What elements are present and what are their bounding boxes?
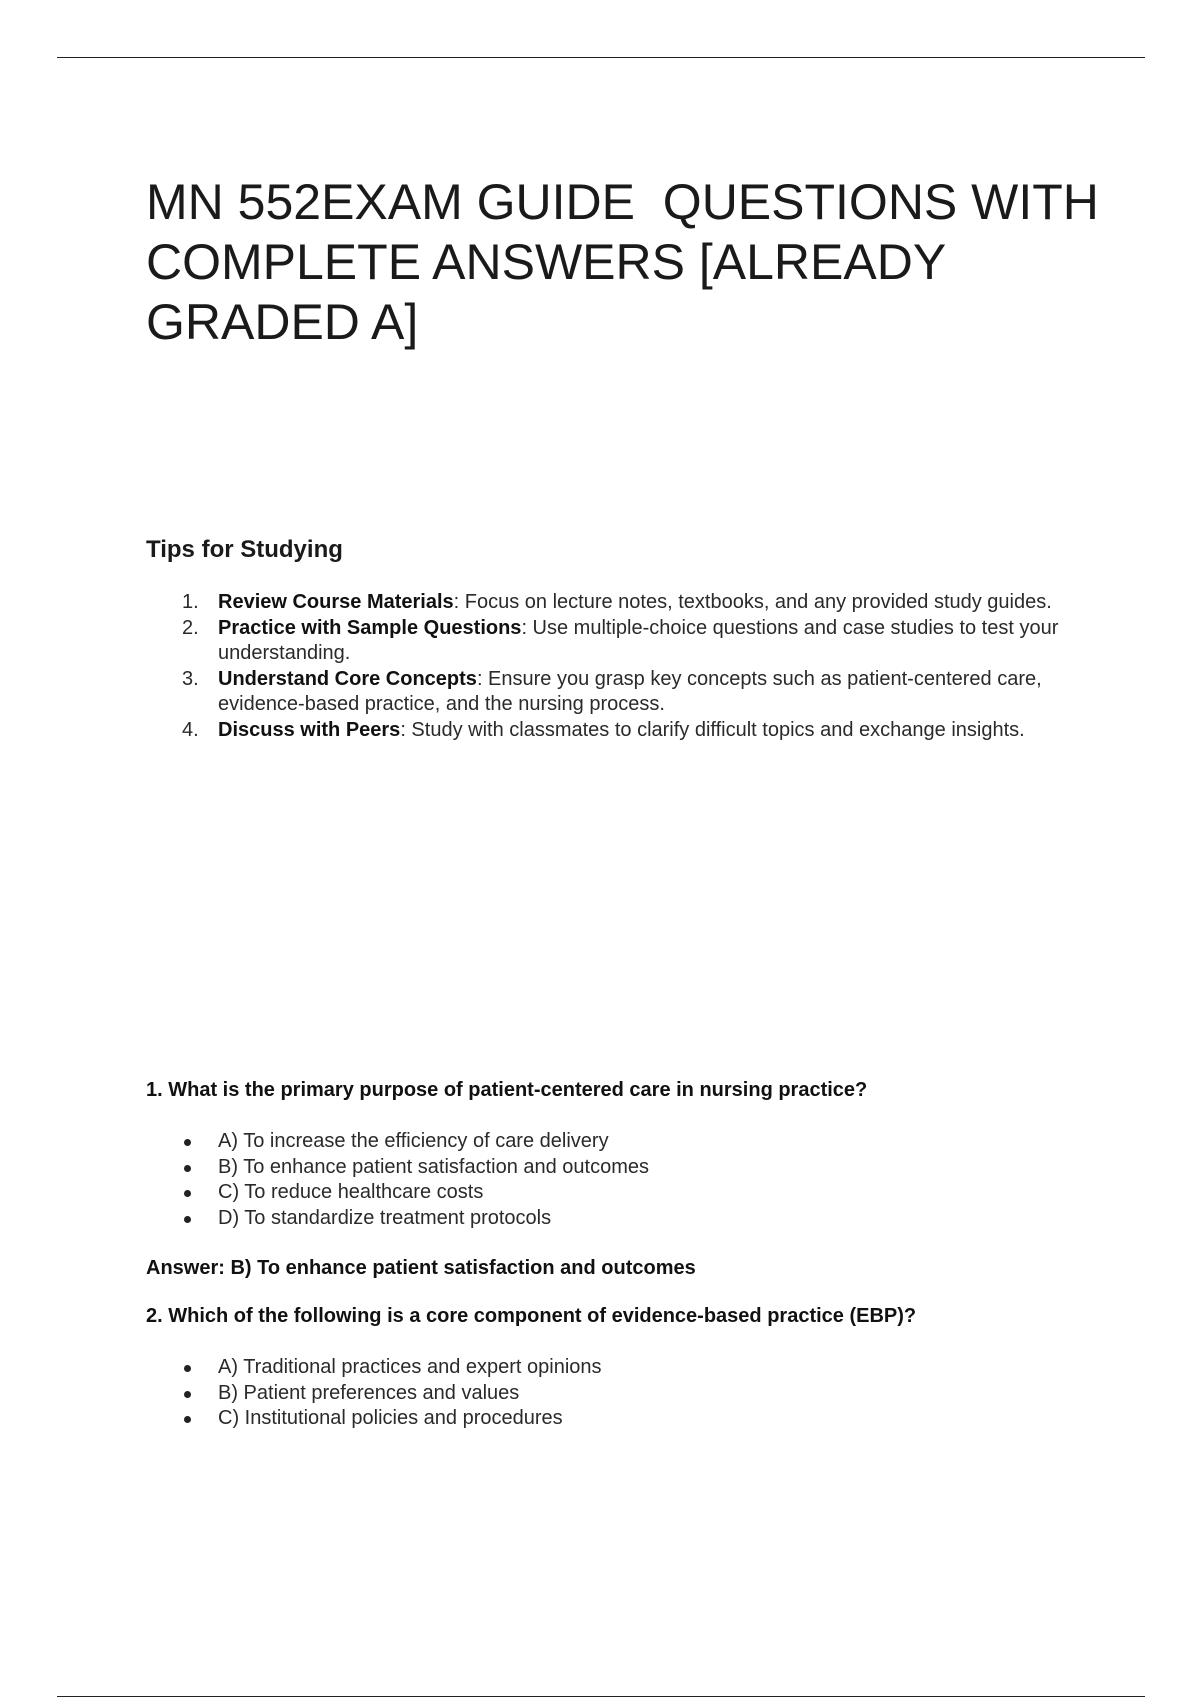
tip-text: : Focus on lecture notes, textbooks, and any provided study guides. [453, 591, 1052, 613]
tip-label: Practice with Sample Questions [218, 616, 522, 639]
tip-number: 3. [182, 667, 199, 690]
option-text: A) Traditional practices and expert opinions [218, 1356, 602, 1378]
document-title: MN 552EXAM GUIDE QUESTIONS WITH COMPLETE ANSWERS [ALREADY GRADED A] [146, 174, 1113, 350]
tip-item [146, 616, 1086, 667]
question-1-options [146, 1129, 1046, 1231]
tip-text: : Study with classmates to clarify difficult topics and exchange insights. [400, 718, 1025, 741]
tip-label: Review Course Materials [218, 591, 454, 613]
answer-1: Answer: B) To enhance patient satisfaction and outcomes [146, 1257, 696, 1279]
bottom-divider [57, 1696, 1145, 1697]
question-2: 2. Which of the following is a core component of evidence-based practice (EBP)? [146, 1305, 917, 1327]
tip-number: 4. [182, 718, 199, 741]
bullet-icon [184, 1416, 191, 1423]
option-text: C) Institutional policies and procedures [218, 1407, 563, 1429]
option-item [146, 1355, 1046, 1381]
option-text: B) To enhance patient satisfaction and outcomes [218, 1155, 650, 1178]
option-text: B) Patient preferences and values [218, 1381, 520, 1404]
tips-list [146, 590, 1086, 743]
tip-item [146, 590, 1086, 616]
tips-heading: Tips for Studying [146, 536, 343, 563]
option-text: D) To standardize treatment protocols [218, 1206, 552, 1229]
bullet-icon [184, 1365, 191, 1372]
tip-label: Understand Core Concepts [218, 667, 477, 690]
option-item [146, 1406, 1046, 1432]
bullet-icon [184, 1139, 191, 1146]
top-divider [57, 57, 1145, 58]
tip-item [146, 718, 1086, 744]
option-item [146, 1129, 1046, 1155]
tip-text: : Ensure you grasp key concepts such as patient-centered care, evidence-based practice, and the nursing process. [218, 667, 1042, 715]
tip-number: 1. [182, 591, 199, 613]
option-text: C) To reduce healthcare costs [218, 1181, 484, 1203]
option-item [146, 1180, 1046, 1206]
question-2-options [146, 1355, 1046, 1432]
option-item [146, 1206, 1046, 1232]
bullet-icon [184, 1391, 191, 1398]
tip-item [146, 667, 1086, 718]
bullet-icon [184, 1190, 191, 1197]
question-1: 1. What is the primary purpose of patient-centered care in nursing practice? [146, 1079, 868, 1101]
tip-label: Discuss with Peers [218, 718, 401, 741]
option-item [146, 1155, 1046, 1181]
option-item [146, 1381, 1046, 1407]
option-text: A) To increase the efficiency of care delivery [218, 1130, 609, 1152]
tip-number: 2. [182, 616, 199, 639]
bullet-icon [184, 1216, 191, 1223]
bullet-icon [184, 1165, 191, 1172]
tip-text: : Use multiple-choice questions and case studies to test your understanding. [218, 616, 1059, 664]
